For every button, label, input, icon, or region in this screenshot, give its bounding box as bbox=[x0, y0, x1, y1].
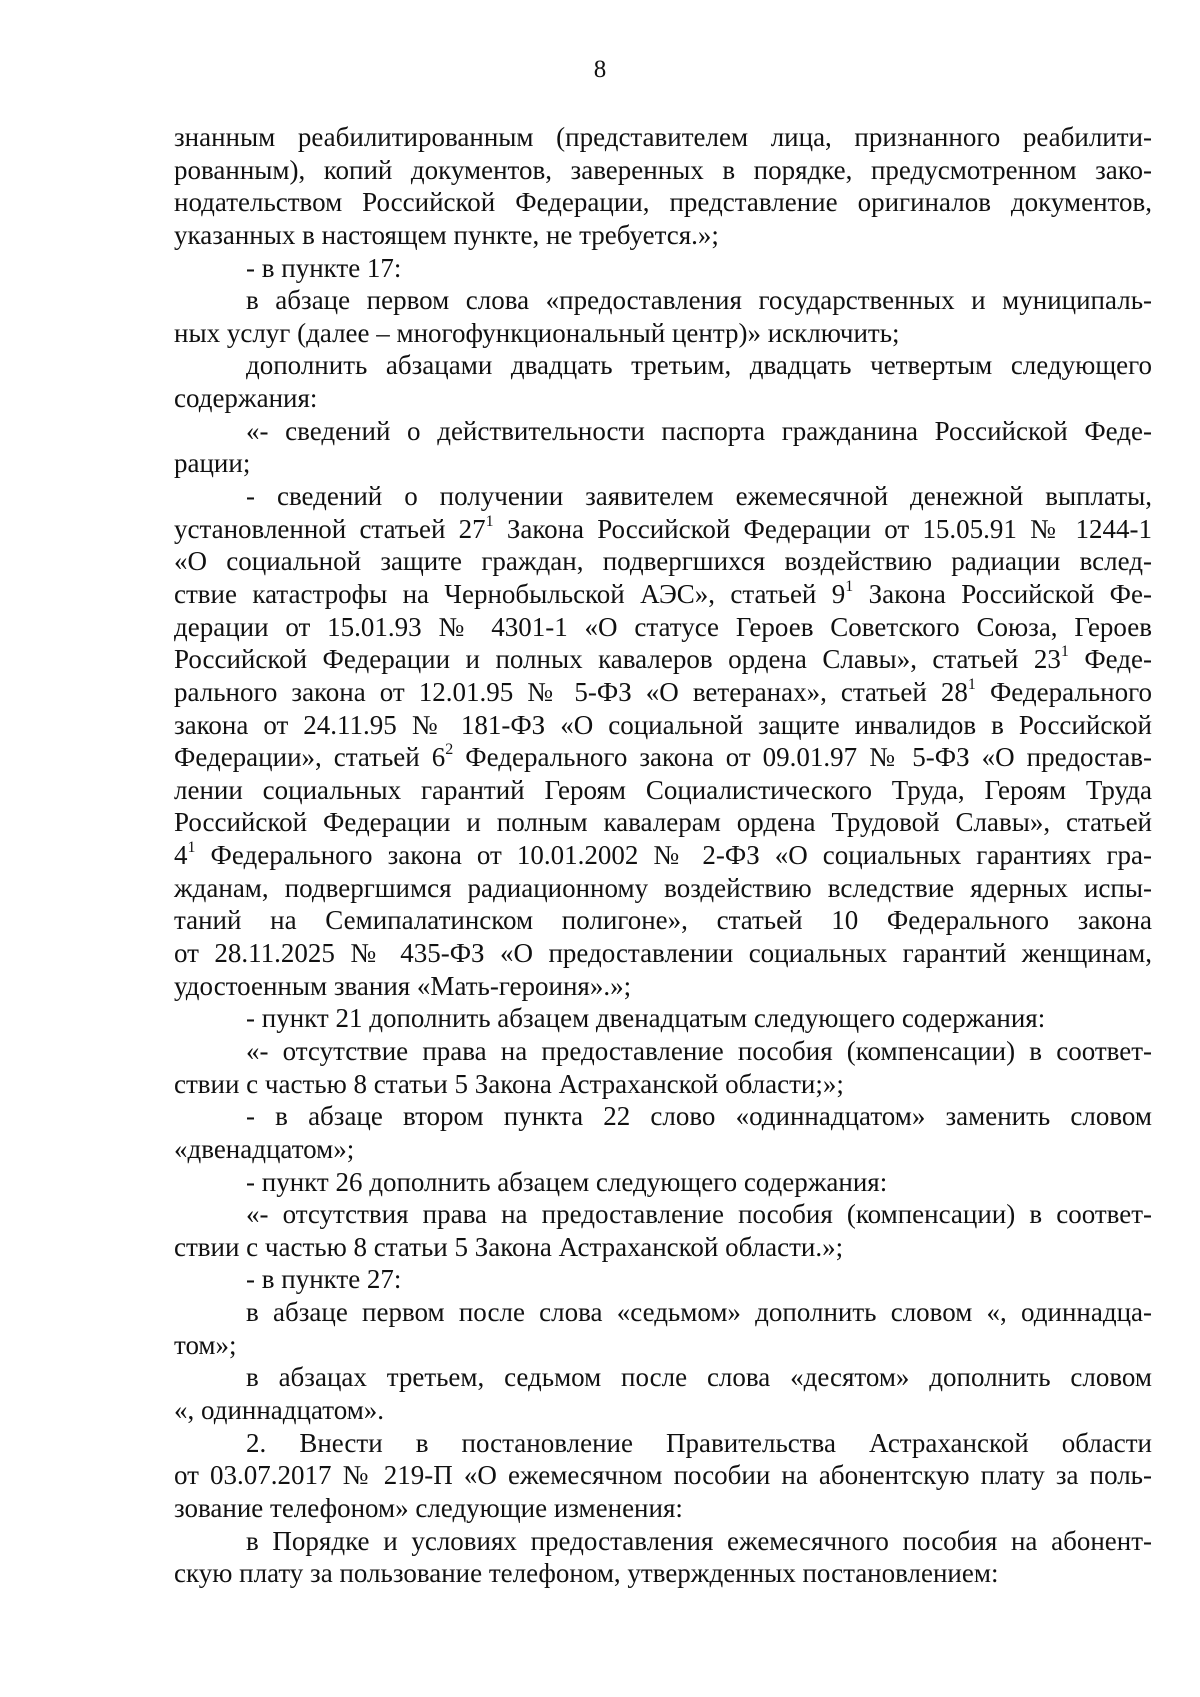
text-line: удостоенным звания «Мать-героиня».»; bbox=[174, 970, 632, 1001]
text-line: скую плату за пользование телефоном, утвержденных постановлением: bbox=[174, 1558, 999, 1589]
text-line: ствии с частью 8 статьи 5 Закона Астраханской области;»; bbox=[174, 1068, 844, 1099]
document-body bbox=[174, 121, 1152, 1590]
text-line: закона от 24.11.95 № 181-ФЗ «О социальной защите инвалидов в Российской bbox=[174, 709, 1152, 740]
text-line: - в абзаце втором пункта 22 слово «одиннадцатом» заменить словом bbox=[246, 1101, 1152, 1132]
text-line: - сведений о получении заявителем ежемесячной денежной выплаты, bbox=[246, 481, 1152, 512]
text-line: том»; bbox=[174, 1329, 237, 1360]
text-line: в абзаце первом слова «предоставления государственных и муниципаль- bbox=[246, 285, 1152, 316]
page-number: 8 bbox=[593, 56, 607, 83]
text-line: указанных в настоящем пункте, не требуется.»; bbox=[174, 219, 719, 250]
text-line: установленной статьей $27^1$ Закона Российской Федерации от 15.05.91 № 1244-1 bbox=[174, 512, 1152, 544]
text-line: Федерации», статьей $6^2$ Федерального закона от 09.01.97 № 5-ФЗ «О предостав- bbox=[174, 741, 1152, 773]
text-line: в абзацах третьем, седьмом после слова «десятом» дополнить словом bbox=[246, 1362, 1152, 1393]
text-line: «О социальной защите граждан, подвергшихся воздействию радиации вслед- bbox=[174, 546, 1152, 577]
text-line: Российской Федерации и полных кавалеров ордена Славы», статьей $23^1$ Феде- bbox=[174, 643, 1153, 675]
text-line: таний на Семипалатинском полигоне», статьей 10 Федерального закона bbox=[174, 905, 1152, 936]
text-line: - пункт 26 дополнить абзацем следующего содержания: bbox=[246, 1166, 888, 1197]
text-line: ствии с частью 8 статьи 5 Закона Астраханской области.»; bbox=[174, 1231, 844, 1262]
text-line: рованным), копий документов, заверенных в порядке, предусмотренном зако- bbox=[174, 154, 1152, 185]
text-line: дополнить абзацами двадцать третьим, двадцать четвертым следующего bbox=[246, 350, 1152, 381]
text-line: в абзаце первом после слова «седьмом» дополнить словом «, одиннадца- bbox=[246, 1297, 1152, 1328]
text-line: ствие катастрофы на Чернобыльской АЭС», статьей $9^1$ Закона Российской Фе- bbox=[174, 577, 1152, 609]
text-line: от 03.07.2017 № 219-П «О ежемесячном пособии на абонентскую плату за поль- bbox=[174, 1460, 1152, 1491]
text-line: содержания: bbox=[174, 383, 318, 414]
text-line: в Порядке и условиях предоставления ежемесячного пособия на абонент- bbox=[246, 1525, 1152, 1556]
text-line: рального закона от 12.01.95 № 5-ФЗ «О ветеранах», статьей $28^1$ Федерального bbox=[174, 675, 1152, 707]
text-line: дерации от 15.01.93 № 4301-1 «О статусе Героев Советского Союза, Героев bbox=[174, 611, 1152, 642]
text-line: $4^1$ Федерального закона от 10.01.2002 № 2-ФЗ «О социальных гарантиях гра- bbox=[174, 839, 1152, 871]
text-line: - в пункте 17: bbox=[246, 252, 402, 283]
text-line: ных услуг (далее – многофункциональный центр)» исключить; bbox=[174, 317, 900, 348]
text-line: от 28.11.2025 № 435-ФЗ «О предоставлении социальных гарантий женщинам, bbox=[174, 938, 1152, 969]
text-line: рации; bbox=[174, 448, 251, 479]
text-line: «, одиннадцатом». bbox=[174, 1394, 385, 1425]
text-line: знанным реабилитированным (представителем лица, признанного реабилити- bbox=[174, 122, 1152, 152]
text-line: «- отсутствия права на предоставление пособия (компенсации) в соответ- bbox=[246, 1199, 1152, 1230]
text-line: - пункт 21 дополнить абзацем двенадцатым следующего содержания: bbox=[246, 1003, 1046, 1034]
text-line: лении социальных гарантий Героям Социалистического Труда, Героям Труда bbox=[174, 774, 1152, 805]
text-line: жданам, подвергшимся радиационному воздействию вследствие ядерных испы- bbox=[174, 872, 1152, 903]
text-line: зование телефоном» следующие изменения: bbox=[174, 1492, 683, 1523]
text-line: «- сведений о действительности паспорта гражданина Российской Феде- bbox=[246, 415, 1152, 446]
text-line: «- отсутствие права на предоставление пособия (компенсации) в соответ- bbox=[246, 1035, 1152, 1066]
text-line: Российской Федерации и полным кавалерам ордена Трудовой Славы», статьей bbox=[174, 807, 1152, 838]
text-line: 2. Внести в постановление Правительства Астраханской области bbox=[246, 1427, 1152, 1458]
text-line: «двенадцатом»; bbox=[174, 1133, 355, 1164]
text-line: - в пункте 27: bbox=[246, 1264, 402, 1295]
text-line: нодательством Российской Федерации, представление оригиналов документов, bbox=[174, 187, 1152, 218]
